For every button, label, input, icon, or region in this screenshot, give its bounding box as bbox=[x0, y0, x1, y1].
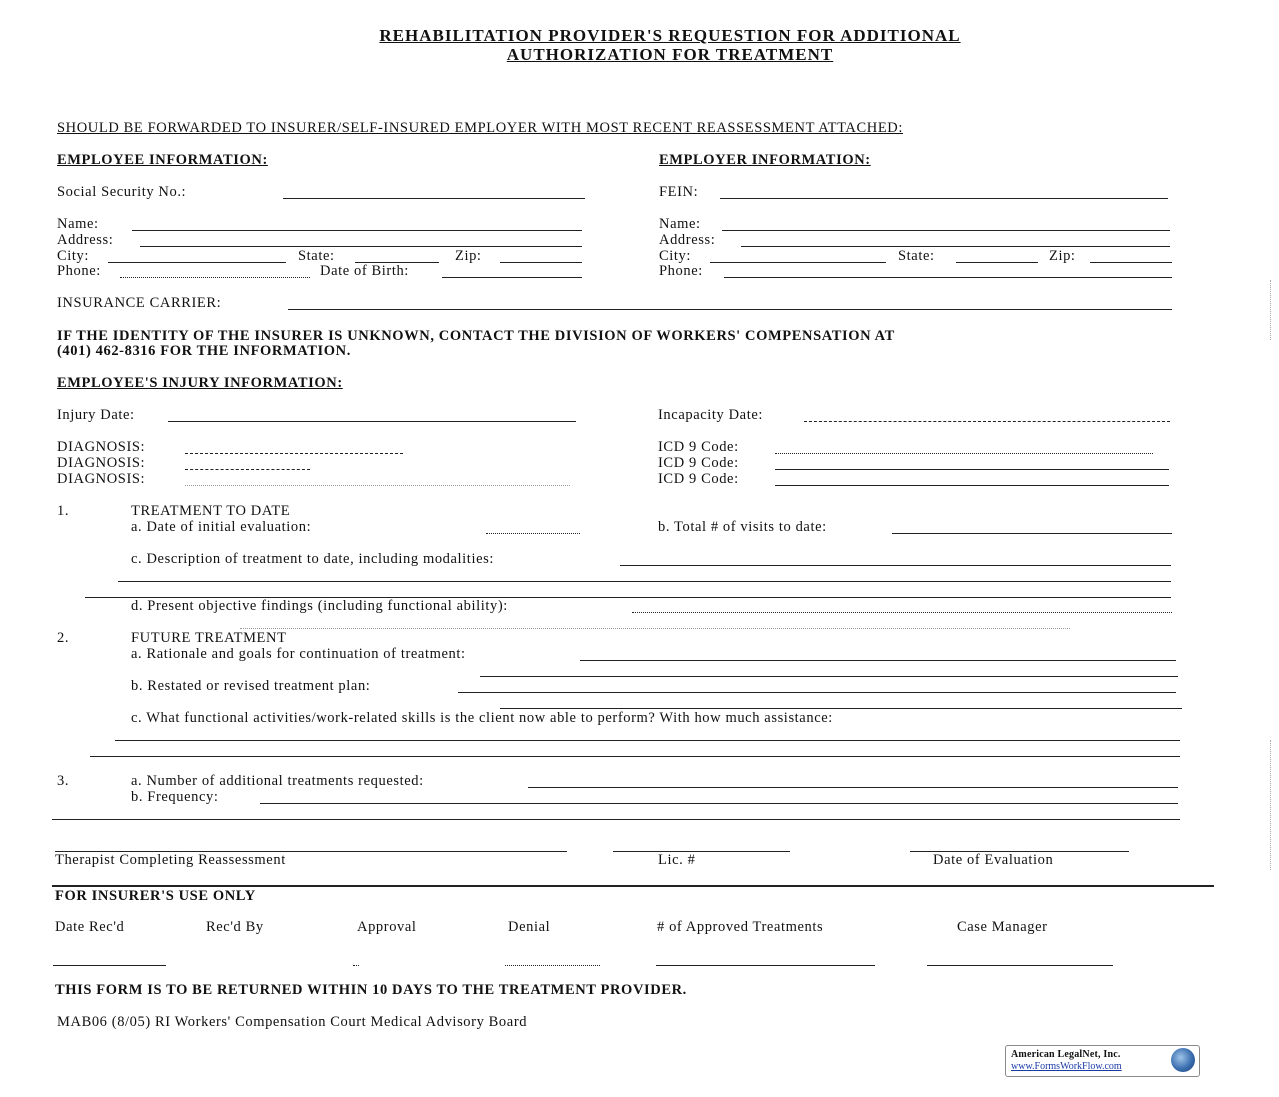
insurance-carrier-label: INSURANCE CARRIER: bbox=[57, 295, 222, 311]
employer-phone-label: Phone: bbox=[659, 263, 703, 279]
approved-treatments-label: # of Approved Treatments bbox=[657, 919, 824, 935]
section1-d-line-2[interactable] bbox=[240, 628, 1070, 629]
employer-heading: EMPLOYER INFORMATION: bbox=[659, 152, 871, 168]
employee-ssn-label: Social Security No.: bbox=[57, 184, 187, 200]
icd-field-3[interactable] bbox=[775, 485, 1169, 486]
employee-dob-label: Date of Birth: bbox=[320, 263, 409, 279]
section3-b-label: b. Frequency: bbox=[131, 789, 219, 805]
section1-a-label: a. Date of initial evaluation: bbox=[131, 519, 312, 535]
employer-name-field[interactable] bbox=[722, 230, 1170, 231]
employee-dob-field[interactable] bbox=[442, 277, 582, 278]
section1-a-field[interactable] bbox=[486, 533, 580, 534]
section1-d-label: d. Present objective findings (including functional ability): bbox=[131, 598, 508, 614]
section2-number: 2. bbox=[57, 630, 70, 646]
globe-icon bbox=[1171, 1048, 1195, 1072]
logo-company: American LegalNet, Inc. bbox=[1011, 1049, 1121, 1060]
icd-label-2: ICD 9 Code: bbox=[658, 455, 739, 471]
approval-field[interactable] bbox=[353, 965, 359, 966]
section1-c-line-2[interactable] bbox=[118, 581, 1171, 582]
employee-city-field[interactable] bbox=[108, 262, 286, 263]
form-title-line1: REHABILITATION PROVIDER'S REQUESTION FOR ADDITIONAL bbox=[379, 26, 961, 45]
section2-a-label: a. Rationale and goals for continuation of treatment: bbox=[131, 646, 466, 662]
icd-field-1[interactable] bbox=[775, 453, 1153, 454]
employee-heading: EMPLOYEE INFORMATION: bbox=[57, 152, 268, 168]
section2-c-line-2[interactable] bbox=[90, 756, 1180, 757]
american-legalnet-logo[interactable] bbox=[1005, 1045, 1200, 1077]
incapacity-date-label: Incapacity Date: bbox=[658, 407, 764, 423]
denial-field[interactable] bbox=[505, 965, 600, 966]
form-title-line2: AUTHORIZATION FOR TREATMENT bbox=[506, 45, 834, 64]
icd-label-1: ICD 9 Code: bbox=[658, 439, 739, 455]
section2-b-field[interactable] bbox=[458, 692, 1176, 693]
section2-c-label: c. What functional activities/work-related skills is the client now able to perform? With how much assistance: bbox=[131, 710, 833, 726]
form-id-footer: MAB06 (8/05) RI Workers' Compensation Court Medical Advisory Board bbox=[57, 1014, 528, 1030]
employee-city-label: City: bbox=[57, 248, 90, 264]
approval-label: Approval bbox=[357, 919, 417, 935]
diagnosis-label-2: DIAGNOSIS: bbox=[57, 455, 146, 471]
employee-phone-field[interactable] bbox=[120, 277, 310, 278]
section2-a-field[interactable] bbox=[580, 660, 1176, 661]
section1-d-field[interactable] bbox=[632, 612, 1172, 613]
section2-a-line-2[interactable] bbox=[480, 676, 1178, 677]
injury-date-label: Injury Date: bbox=[57, 407, 135, 423]
therapist-label: Therapist Completing Reassessment bbox=[55, 852, 286, 868]
employer-phone-field[interactable] bbox=[724, 277, 1172, 278]
date-recd-label: Date Rec'd bbox=[55, 919, 125, 935]
employee-address-label: Address: bbox=[57, 232, 114, 248]
employer-zip-label: Zip: bbox=[1049, 248, 1076, 264]
employer-city-label: City: bbox=[659, 248, 692, 264]
scan-edge-mark bbox=[1270, 740, 1272, 870]
section3-a-label: a. Number of additional treatments requested: bbox=[131, 773, 424, 789]
employer-zip-field[interactable] bbox=[1090, 262, 1172, 263]
return-note: THIS FORM IS TO BE RETURNED WITHIN 10 DAYS TO THE TREATMENT PROVIDER. bbox=[55, 982, 687, 998]
section3-line-2[interactable] bbox=[52, 819, 1180, 820]
icd-field-2[interactable] bbox=[775, 469, 1169, 470]
injury-date-field[interactable] bbox=[168, 421, 576, 422]
section2-c-field[interactable] bbox=[115, 740, 1180, 741]
case-manager-field[interactable] bbox=[927, 965, 1113, 966]
scan-edge-mark bbox=[1270, 280, 1272, 340]
section2-b-line-2[interactable] bbox=[500, 708, 1182, 709]
date-recd-field[interactable] bbox=[53, 965, 166, 966]
section3-number: 3. bbox=[57, 773, 70, 789]
section1-c-field[interactable] bbox=[620, 565, 1171, 566]
license-line[interactable] bbox=[613, 851, 790, 852]
section1-b-field[interactable] bbox=[892, 533, 1172, 534]
case-manager-label: Case Manager bbox=[957, 919, 1048, 935]
denial-label: Denial bbox=[508, 919, 551, 935]
employer-address-label: Address: bbox=[659, 232, 716, 248]
section3-a-field[interactable] bbox=[528, 787, 1178, 788]
date-evaluation-label: Date of Evaluation bbox=[933, 852, 1054, 868]
employer-city-field[interactable] bbox=[710, 262, 886, 263]
employee-name-label: Name: bbox=[57, 216, 99, 232]
employee-zip-label: Zip: bbox=[455, 248, 482, 264]
incapacity-date-field[interactable] bbox=[804, 421, 1170, 422]
unknown-insurer-line2: (401) 462-8316 FOR THE INFORMATION. bbox=[57, 343, 351, 359]
diagnosis-field-1[interactable] bbox=[185, 453, 403, 454]
logo-url[interactable]: www.FormsWorkFlow.com bbox=[1011, 1061, 1122, 1072]
icd-label-3: ICD 9 Code: bbox=[658, 471, 739, 487]
employer-state-field[interactable] bbox=[956, 262, 1038, 263]
section1-b-label: b. Total # of visits to date: bbox=[658, 519, 827, 535]
injury-heading: EMPLOYEE'S INJURY INFORMATION: bbox=[57, 375, 343, 391]
employee-ssn-field[interactable] bbox=[283, 198, 585, 199]
employee-name-field[interactable] bbox=[132, 230, 582, 231]
employee-phone-label: Phone: bbox=[57, 263, 101, 279]
section3-b-field[interactable] bbox=[260, 803, 1178, 804]
section2-heading: FUTURE TREATMENT bbox=[131, 630, 287, 646]
recd-by-label: Rec'd By bbox=[206, 919, 264, 935]
diagnosis-field-3[interactable] bbox=[185, 485, 570, 486]
approved-treatments-field[interactable] bbox=[656, 965, 875, 966]
employee-state-label: State: bbox=[298, 248, 335, 264]
license-label: Lic. # bbox=[658, 852, 696, 868]
unknown-insurer-line1: IF THE IDENTITY OF THE INSURER IS UNKNOWN, CONTACT THE DIVISION OF WORKERS' COMPENSATION AT bbox=[57, 328, 895, 344]
insurer-heading: FOR INSURER'S USE ONLY bbox=[55, 888, 256, 904]
diagnosis-label-1: DIAGNOSIS: bbox=[57, 439, 146, 455]
forward-note: SHOULD BE FORWARDED TO INSURER/SELF-INSURED EMPLOYER WITH MOST RECENT REASSESSMENT ATTACHED: bbox=[57, 120, 903, 136]
section1-number: 1. bbox=[57, 503, 70, 519]
employer-state-label: State: bbox=[898, 248, 935, 264]
employer-fein-label: FEIN: bbox=[659, 184, 699, 200]
employer-fein-field[interactable] bbox=[720, 198, 1168, 199]
insurance-carrier-field[interactable] bbox=[288, 309, 1172, 310]
section1-c-label: c. Description of treatment to date, including modalities: bbox=[131, 551, 494, 567]
employee-zip-field[interactable] bbox=[500, 262, 582, 263]
employer-address-field[interactable] bbox=[741, 246, 1170, 247]
employee-address-field[interactable] bbox=[140, 246, 582, 247]
diagnosis-field-2[interactable] bbox=[185, 469, 310, 470]
section1-heading: TREATMENT TO DATE bbox=[131, 503, 291, 519]
diagnosis-label-3: DIAGNOSIS: bbox=[57, 471, 146, 487]
section2-b-label: b. Restated or revised treatment plan: bbox=[131, 678, 371, 694]
insurer-divider bbox=[52, 885, 1214, 887]
employer-name-label: Name: bbox=[659, 216, 701, 232]
